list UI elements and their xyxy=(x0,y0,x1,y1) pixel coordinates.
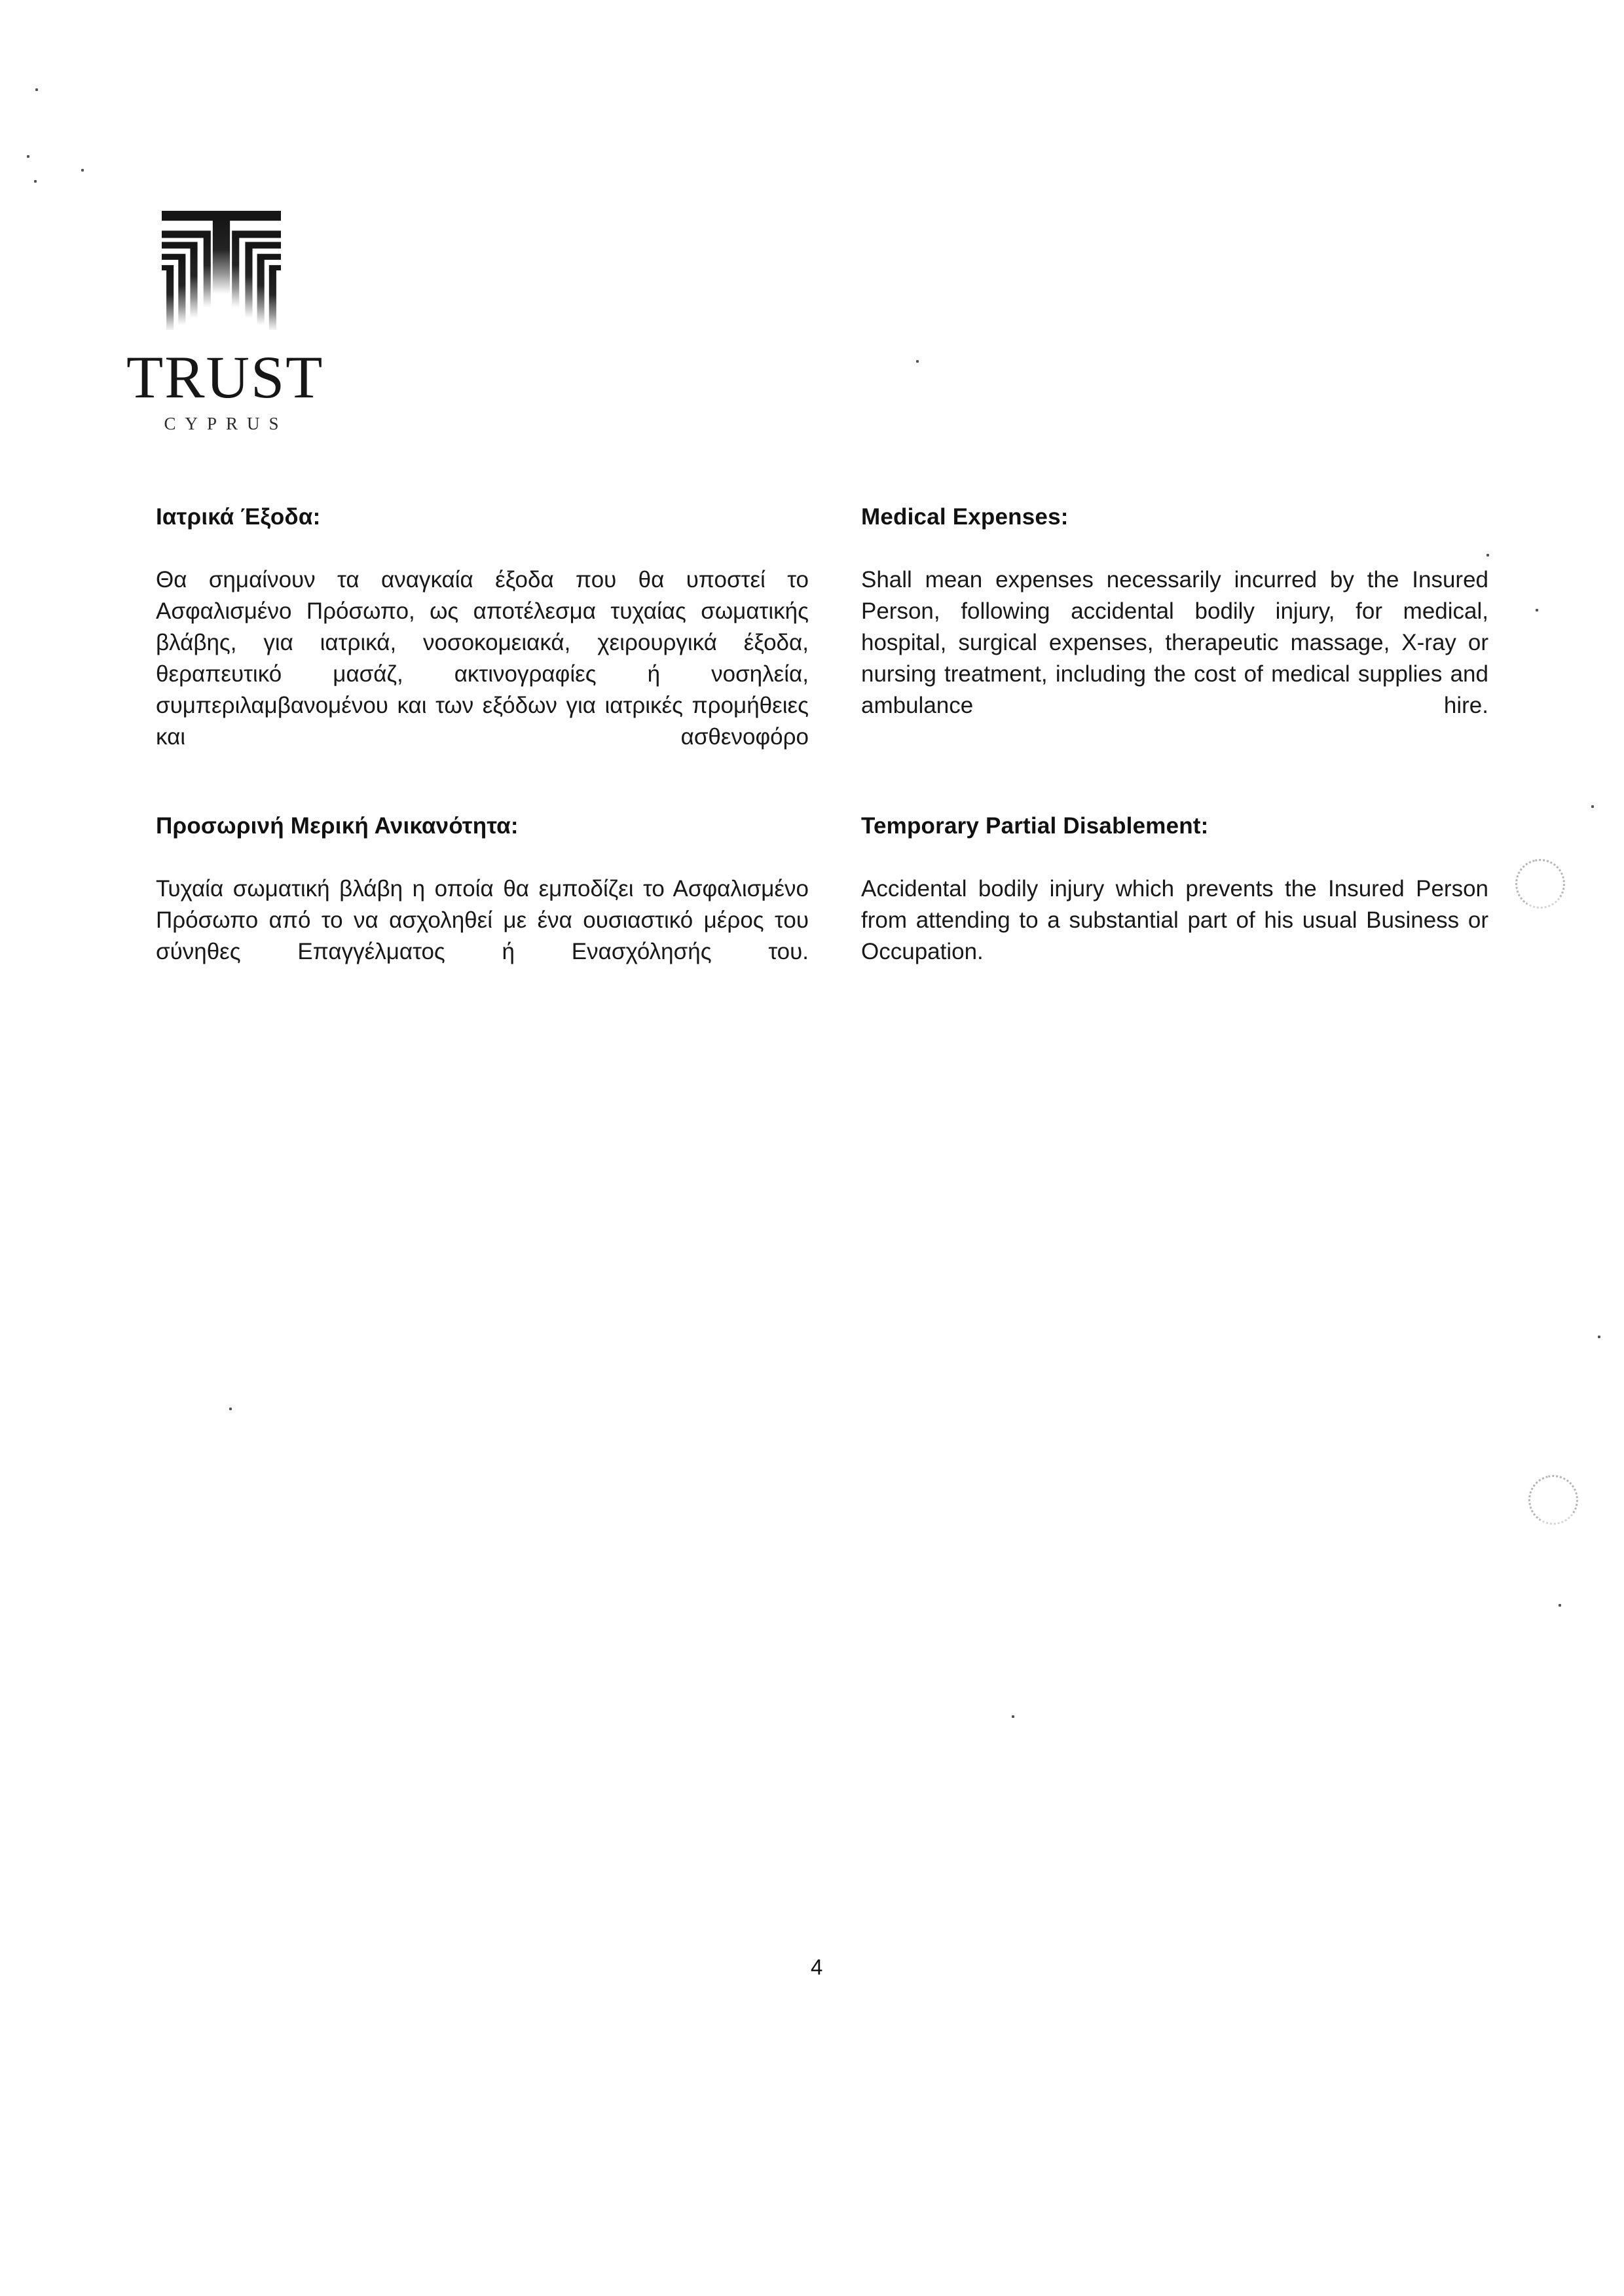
section-temporary-partial-disablement-english xyxy=(861,812,1488,999)
english-heading: Temporary Partial Disablement: xyxy=(861,813,1209,839)
scan-noise-dot xyxy=(1598,1336,1600,1338)
scan-noise-dot xyxy=(81,169,84,172)
trust-logo xyxy=(126,211,324,434)
greek-paragraph: Τυχαία σωματική βλάβη η οποία θα εμποδίζει το Ασφαλισμένο Πρόσωπο από το να ασχοληθεί με ένα ουσιαστικό μέρος του σύνηθες Επαγγέλματος ή Ενασχόλησής του. xyxy=(156,876,809,964)
page-number: 4 xyxy=(811,1955,823,1979)
section-temporary-partial-disablement-greek xyxy=(156,812,809,999)
scan-noise-dot xyxy=(34,180,37,183)
greek-heading: Ιατρικά Έξοδα: xyxy=(156,504,321,530)
section-medical-expenses-greek xyxy=(156,503,809,784)
trust-emblem-icon xyxy=(162,211,281,330)
greek-heading: Προσωρινή Μερική Ανικανότητα: xyxy=(156,813,519,839)
greek-paragraph: Θα σημαίνουν τα αναγκαία έξοδα που θα υποστεί το Ασφαλισμένο Πρόσωπο, ως αποτέλεσμα τυχαίας σωματικής βλάβης, για ιατρικά, νοσοκομειακά, χειρουργικά έξοδα, θεραπευτικό μασάζ, ακτινογραφίες ή νοσηλεία, συμπεριλαμβανομένου και των εξόδων για ιατρικές προμήθειες και ασθενοφόρο xyxy=(156,567,809,750)
scan-noise-dot xyxy=(229,1408,232,1410)
logo-region: CYPRUS xyxy=(164,414,288,433)
logo-wordmark: TRUST xyxy=(126,344,324,410)
scan-noise-dot xyxy=(1486,554,1489,556)
english-heading: Medical Expenses: xyxy=(861,504,1069,530)
scan-noise-dot xyxy=(1559,1604,1561,1607)
english-paragraph: Shall mean expenses necessarily incurred by the Insured Person, following accidental bodily injury, for medical, hospital, surgical expenses, therapeutic massage, X-ray or nursing treatment, including the cost of medical supplies and ambulance hire. xyxy=(861,567,1488,718)
scan-artifact-circle xyxy=(1511,854,1570,913)
english-paragraph: Accidental bodily injury which prevents the Insured Person from attending to a substantial part of his usual Business or Occupation. xyxy=(861,876,1488,964)
scan-noise-dot xyxy=(916,360,919,363)
scan-noise-dot xyxy=(35,88,38,91)
scan-artifact-circle xyxy=(1524,1470,1583,1529)
scan-noise-dot xyxy=(1536,609,1538,611)
scan-noise-dot xyxy=(27,155,29,158)
section-medical-expenses-english xyxy=(861,503,1488,753)
scan-noise-dot xyxy=(1012,1715,1014,1718)
scan-noise-dot xyxy=(1591,805,1594,808)
